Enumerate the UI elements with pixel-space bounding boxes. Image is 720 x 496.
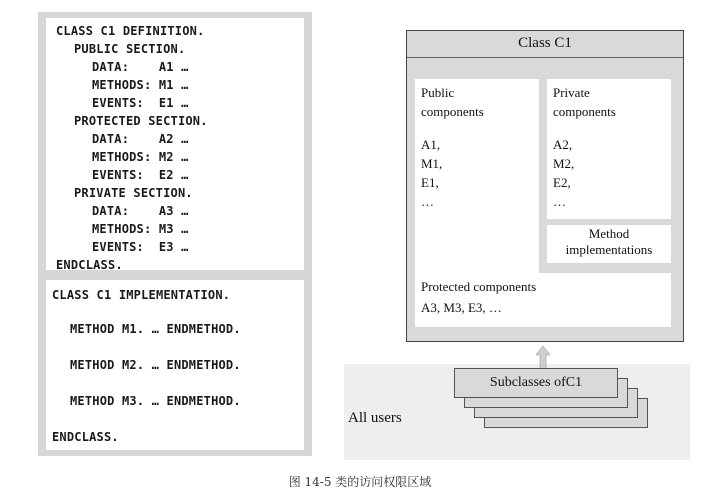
private-heading-line2: components [553,104,616,119]
public-components-section [415,79,539,293]
method-impl-line2: implementations [565,242,653,257]
class-definition-panel [38,12,312,276]
code-line: DATA: A2 … [92,132,189,146]
code-line: ENDCLASS. [56,258,123,272]
private-item: A2, [553,137,573,152]
private-heading-line1: Private [553,85,590,100]
code-line: METHODS: M2 … [92,150,189,164]
method-implementations-section [547,225,671,263]
code-line: DATA: A3 … [92,204,189,218]
class-implementation-panel [38,276,312,456]
private-components-section [547,79,671,219]
code-line: CLASS C1 IMPLEMENTATION. [52,288,231,302]
code-line: PRIVATE SECTION. [74,186,193,200]
code-line: PROTECTED SECTION. [74,114,208,128]
code-line: METHODS: M1 … [92,78,189,92]
public-heading-line2: components [421,104,484,119]
subclasses-card [454,368,618,398]
code-line: EVENTS: E2 … [92,168,189,182]
protected-components-section [415,273,671,327]
public-item: … [421,194,434,209]
code-line: METHOD M1. … ENDMETHOD. [70,322,241,336]
public-heading-line1: Public [421,85,455,100]
code-line: CLASS C1 DEFINITION. [56,24,205,38]
code-line: ENDCLASS. [52,430,119,444]
subclasses-label: Subclasses ofC1 [489,375,583,390]
private-item: … [553,194,566,209]
protected-items: A3, M3, E3, … [421,300,502,315]
figure-caption: 图 14-5 类的访问权限区域 [288,475,432,489]
public-item: A1, [421,137,441,152]
public-item: E1, [421,175,439,190]
title-divider [407,57,683,58]
class-definition-code [46,18,304,270]
code-line: METHOD M3. … ENDMETHOD. [70,394,241,408]
code-line: DATA: A1 … [92,60,189,74]
method-impl-line1: Method [588,226,630,241]
code-line: METHOD M2. … ENDMETHOD. [70,358,241,372]
private-item: E2, [553,175,571,190]
class-implementation-code [46,280,304,450]
code-line: METHODS: M3 … [92,222,189,236]
all-users-label: All users [348,410,402,426]
class-c1-box [406,30,684,342]
code-line: PUBLIC SECTION. [74,42,186,56]
code-line: EVENTS: E1 … [92,96,189,110]
public-item: M1, [421,156,443,171]
protected-heading: Protected components [421,279,537,294]
private-item: M2, [553,156,575,171]
code-line: EVENTS: E3 … [92,240,189,254]
class-title: Class C1 [518,35,572,51]
